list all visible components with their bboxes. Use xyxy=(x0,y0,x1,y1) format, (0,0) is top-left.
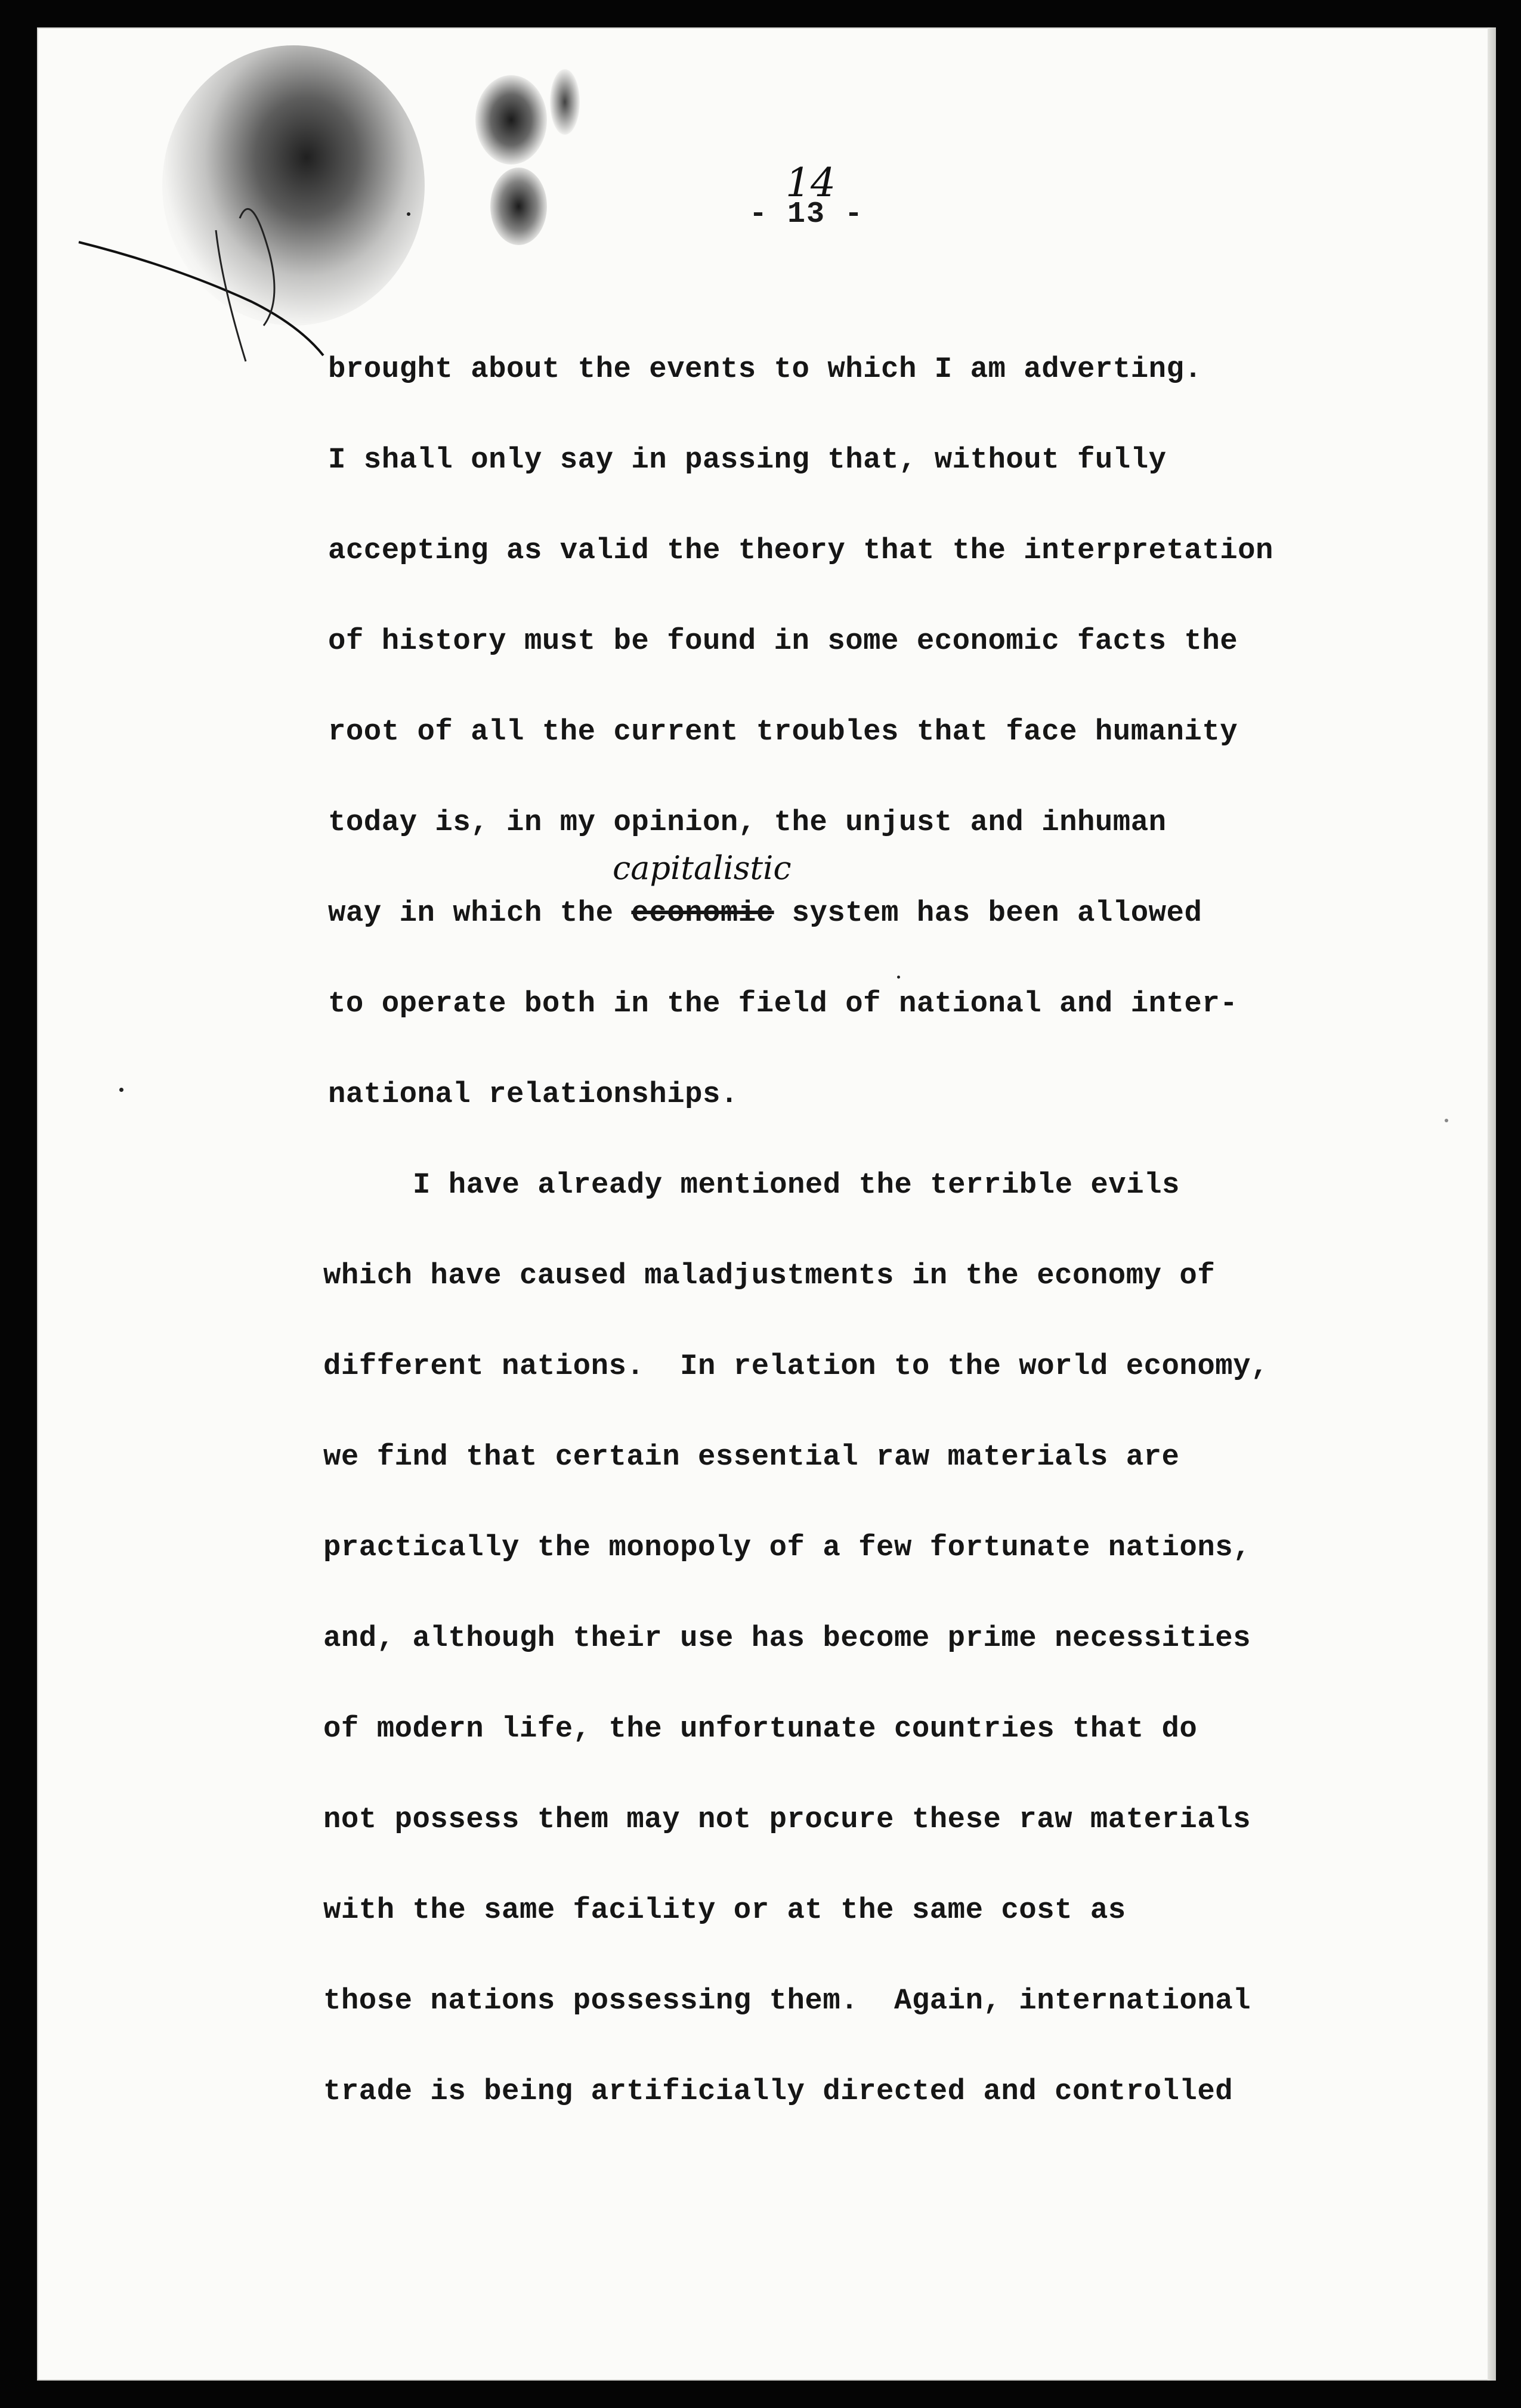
text-line: not possess them may not procure these raw materials xyxy=(323,1803,1251,1836)
pen-scratch-marks xyxy=(73,206,335,385)
text-line: of history must be found in some economic facts the xyxy=(328,624,1238,658)
handwritten-page-number: 14 xyxy=(786,160,836,206)
ink-stain xyxy=(475,75,547,165)
text-line: we find that certain essential raw materials are xyxy=(323,1440,1180,1474)
text-line xyxy=(328,896,1202,930)
text-line: I have already mentioned the terrible evils xyxy=(413,1168,1180,1202)
paper-speck xyxy=(897,976,900,979)
text-line: of modern life, the unfortunate countries that do xyxy=(323,1712,1198,1745)
text-line: brought about the events to which I am adverting. xyxy=(328,352,1202,386)
text-line: and, although their use has become prime necessities xyxy=(323,1621,1251,1655)
handwritten-insertion: capitalistic xyxy=(613,849,792,887)
paper-speck xyxy=(119,1088,123,1092)
ink-stain xyxy=(550,69,580,135)
struck-out-word: economic xyxy=(631,896,774,930)
paper-speck xyxy=(1445,1119,1448,1122)
text-segment: way in which the xyxy=(328,896,632,930)
text-segment: system has been allowed xyxy=(774,896,1202,930)
text-line: with the same facility or at the same cost as xyxy=(323,1893,1126,1927)
text-line: root of all the current troubles that face humanity xyxy=(328,715,1238,748)
text-line: which have caused maladjustments in the economy of xyxy=(323,1259,1216,1292)
ink-stain xyxy=(490,168,547,245)
text-line: those nations possessing them. Again, international xyxy=(323,1984,1251,2017)
text-line: I shall only say in passing that, without fully xyxy=(328,443,1167,476)
text-line: today is, in my opinion, the unjust and inhuman xyxy=(328,806,1167,839)
text-line: trade is being artificially directed and controlled xyxy=(323,2075,1234,2108)
text-line: accepting as valid the theory that the interpretation xyxy=(328,534,1273,567)
page-edge xyxy=(1488,27,1496,2381)
text-line: national relationships. xyxy=(328,1078,738,1111)
text-line: practically the monopoly of a few fortunate nations, xyxy=(323,1531,1251,1564)
text-line: different nations. In relation to the world economy, xyxy=(323,1350,1269,1383)
document-page xyxy=(37,27,1496,2381)
page-number: - 13 - xyxy=(749,197,864,231)
text-line: to operate both in the field of national and inter- xyxy=(328,987,1238,1020)
paper-speck xyxy=(407,212,410,216)
